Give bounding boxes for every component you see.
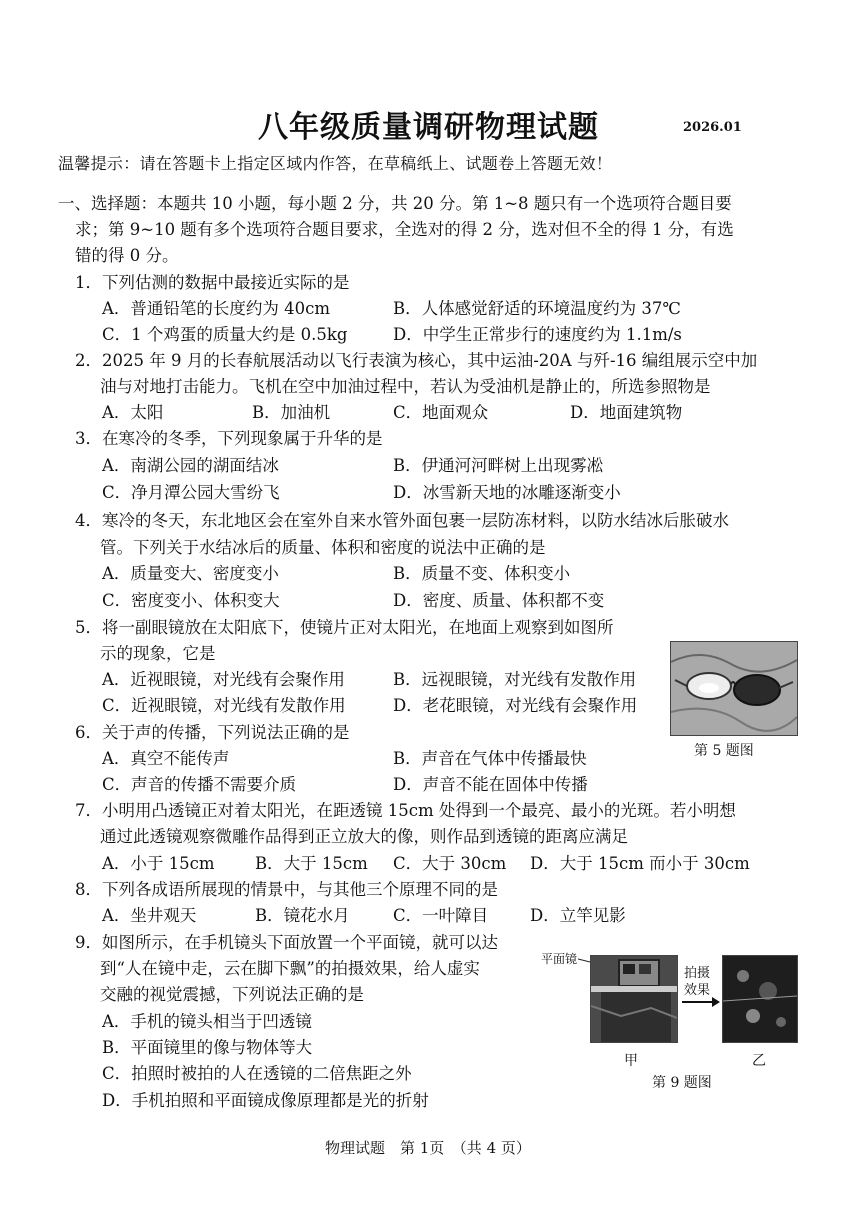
question-8-option-b: B．镜花水月 bbox=[255, 906, 350, 925]
question-5-figure bbox=[670, 641, 798, 736]
question-5-option-b: B．远视眼镜，对光线有发散作用 bbox=[393, 670, 637, 689]
question-2-option-a: A．太阳 bbox=[102, 403, 164, 422]
question-9-option-d: D．手机拍照和平面镜成像原理都是光的折射 bbox=[102, 1091, 429, 1110]
question-1-stem: 1．下列估测的数据中最接近实际的是 bbox=[75, 273, 350, 292]
question-5-option-d: D．老花眼镜，对光线有会聚作用 bbox=[393, 696, 638, 715]
figure-9-left-photo bbox=[590, 955, 678, 1043]
question-5-stem-line-2: 示的现象，它是 bbox=[100, 644, 216, 663]
warm-tip: 温馨提示：请在答题卡上指定区域内作答，在草稿纸上、试题卷上答题无效！ bbox=[58, 154, 613, 173]
question-3-option-d: D．冰雪新天地的冰雕逐渐变小 bbox=[393, 483, 621, 502]
question-9-stem-line-1: 9．如图所示，在手机镜头下面放置一个平面镜，就可以达 bbox=[75, 933, 498, 952]
question-8-option-a: A．坐井观天 bbox=[102, 906, 197, 925]
question-8-stem: 8．下列各成语所展现的情景中，与其他三个原理不同的是 bbox=[75, 880, 498, 899]
section-intro-line-1: 一、选择题：本题共 10 小题，每小题 2 分，共 20 分。第 1~8 题只有一个选项符合题目要 bbox=[58, 194, 732, 213]
question-5-option-a: A．近视眼镜，对光线有会聚作用 bbox=[102, 670, 345, 689]
question-1-option-c: C．1 个鸡蛋的质量大约是 0.5kg bbox=[102, 325, 348, 344]
question-6-option-a: A．真空不能传声 bbox=[102, 749, 230, 768]
question-4-option-d: D．密度、质量、体积都不变 bbox=[393, 591, 605, 610]
page-title: 八年级质量调研物理试题 bbox=[258, 110, 599, 145]
question-6-stem: 6．关于声的传播，下列说法正确的是 bbox=[75, 723, 350, 742]
question-2-stem-line-2: 油与对地打击能力。飞机在空中加油过程中，若认为受油机是静止的，所选参照物是 bbox=[100, 377, 711, 396]
exam-date: 2026.01 bbox=[683, 120, 742, 135]
glasses-shadow-image bbox=[671, 642, 797, 735]
section-intro-line-3: 错的得 0 分。 bbox=[75, 246, 179, 265]
section-intro-line-2: 求；第 9~10 题有多个选项符合题目要求，全选对的得 2 分，选对但不全的得 1 分，有选 bbox=[75, 220, 734, 239]
question-3-stem: 3．在寒冷的冬季，下列现象属于升华的是 bbox=[75, 429, 383, 448]
question-1-option-b: B．人体感觉舒适的环境温度约为 37℃ bbox=[393, 299, 681, 318]
question-6-option-d: D．声音不能在固体中传播 bbox=[393, 775, 588, 794]
question-5-option-c: C．近视眼镜，对光线有发散作用 bbox=[102, 696, 346, 715]
question-7-option-c: C．大于 30cm bbox=[393, 854, 507, 873]
phone-mirror-photo bbox=[591, 956, 677, 1042]
question-9-option-c: C．拍照时被拍的人在透镜的二倍焦距之外 bbox=[102, 1064, 412, 1083]
question-9-figure-caption: 第 9 题图 bbox=[652, 1075, 712, 1091]
question-7-stem-line-2: 通过此透镜观察微雕作品得到正立放大的像，则作品到透镜的距离应满足 bbox=[100, 827, 628, 846]
question-6-option-c: C．声音的传播不需要介质 bbox=[102, 775, 297, 794]
question-3-option-b: B．伊通河河畔树上出现雾凇 bbox=[393, 456, 604, 475]
figure-9-mirror-label: 平面镜 bbox=[541, 952, 578, 966]
question-4-option-c: C．密度变小、体积变大 bbox=[102, 591, 280, 610]
question-7-stem-line-1: 7．小明用凸透镜正对着太阳光，在距透镜 15cm 处得到一个最亮、最小的光斑。若小明想 bbox=[75, 801, 736, 820]
question-9-option-b: B．平面镜里的像与物体等大 bbox=[102, 1038, 313, 1057]
question-5-stem-line-1: 5．将一副眼镜放在太阳底下，使镜片正对太阳光，在地面上观察到如图所 bbox=[75, 618, 614, 637]
figure-9-right-label: 乙 bbox=[752, 1053, 766, 1069]
question-9-option-a: A．手机的镜头相当于凹透镜 bbox=[102, 1012, 312, 1031]
question-2-option-d: D．地面建筑物 bbox=[570, 403, 683, 422]
question-4-stem-line-2: 管。下列关于水结冰后的质量、体积和密度的说法中正确的是 bbox=[100, 538, 546, 557]
question-4-option-a: A．质量变大、密度变小 bbox=[102, 564, 279, 583]
question-2-option-b: B．加油机 bbox=[252, 403, 331, 422]
figure-9-right-photo bbox=[722, 955, 798, 1043]
question-7-option-d: D．大于 15cm 而小于 30cm bbox=[530, 854, 750, 873]
question-6-option-b: B．声音在气体中传播最快 bbox=[393, 749, 587, 768]
figure-9-arrow-label-bottom: 效果 bbox=[684, 983, 711, 998]
question-3-option-c: C．净月潭公园大雪纷飞 bbox=[102, 483, 280, 502]
question-3-option-a: A．南湖公园的湖面结冰 bbox=[102, 456, 279, 475]
right-arrow-icon bbox=[680, 996, 720, 1008]
question-2-stem-line-1: 2．2025 年 9 月的长春航展活动以飞行表演为核心，其中运油-20A 与歼-16 编组展示空中加 bbox=[75, 351, 758, 370]
question-5-figure-caption: 第 5 题图 bbox=[694, 743, 754, 759]
question-8-option-d: D．立竿见影 bbox=[530, 906, 626, 925]
question-1-option-a: A．普通铅笔的长度约为 40cm bbox=[102, 299, 331, 318]
question-9-stem-line-3: 交融的视觉震撼，下列说法正确的是 bbox=[100, 985, 364, 1004]
page-footer: 物理试题 第 1页 （共 4 页） bbox=[325, 1139, 531, 1157]
question-7-option-a: A．小于 15cm bbox=[102, 854, 215, 873]
question-7-option-b: B．大于 15cm bbox=[255, 854, 368, 873]
question-1-option-d: D．中学生正常步行的速度约为 1.1m/s bbox=[393, 325, 682, 344]
question-4-option-b: B．质量不变、体积变小 bbox=[393, 564, 571, 583]
question-9-stem-line-2: 到“人在镜中走，云在脚下飘”的拍摄效果，给人虚实 bbox=[100, 959, 480, 978]
question-8-option-c: C．一叶障目 bbox=[393, 906, 489, 925]
reflection-photo bbox=[723, 956, 797, 1042]
question-2-option-c: C．地面观众 bbox=[393, 403, 489, 422]
figure-9-arrow-label-top: 拍摄 bbox=[684, 966, 711, 981]
question-4-stem-line-1: 4．寒冷的冬天，东北地区会在室外自来水管外面包裹一层防冻材料，以防水结冰后胀破水 bbox=[75, 511, 729, 530]
figure-9-left-label: 甲 bbox=[624, 1053, 638, 1069]
